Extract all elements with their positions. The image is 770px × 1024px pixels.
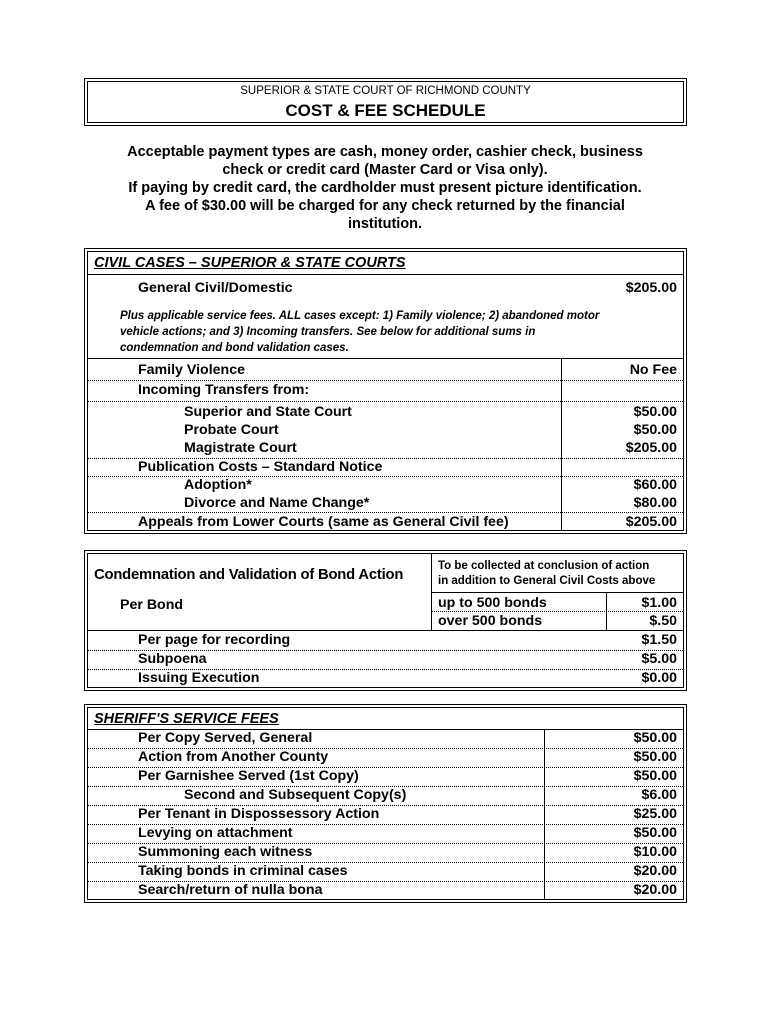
divider xyxy=(88,358,683,359)
fee-label: Levying on attachment xyxy=(138,825,293,841)
fee-amount: $60.00 xyxy=(633,477,677,493)
fee-amount: $205.00 xyxy=(625,514,677,530)
payment-info-line: check or credit card (Master Card or Visa only). xyxy=(222,162,548,178)
fee-label: Per Tenant in Dispossessory Action xyxy=(138,806,380,822)
fee-row xyxy=(88,361,683,380)
fee-amount: $0.00 xyxy=(641,670,677,686)
fee-label: Publication Costs – Standard Notice xyxy=(138,459,383,475)
fee-row xyxy=(88,421,683,440)
fee-amount: $80.00 xyxy=(633,495,677,511)
civil-note-line: condemnation and bond validation cases. xyxy=(120,342,349,354)
condemnation-note xyxy=(438,559,655,589)
civil-cases-section xyxy=(84,248,687,534)
fee-row xyxy=(88,824,683,843)
fee-label: Superior and State Court xyxy=(184,404,352,420)
fee-row xyxy=(88,458,683,477)
civil-note xyxy=(120,308,599,356)
civil-note-line: Plus applicable service fees. ALL cases except: 1) Family violence; 2) abandoned motor xyxy=(120,310,600,322)
fee-amount: $50.00 xyxy=(633,404,677,420)
fee-amount: $205.00 xyxy=(625,280,677,296)
divider xyxy=(431,592,683,593)
fee-label: Magistrate Court xyxy=(184,440,297,456)
divider xyxy=(88,274,683,275)
sheriff-fees-section xyxy=(84,704,687,903)
fee-row xyxy=(88,881,683,900)
fee-amount: $50.00 xyxy=(633,422,677,438)
fee-amount: $6.00 xyxy=(641,787,677,803)
fee-row xyxy=(88,381,683,400)
fee-row xyxy=(88,631,683,650)
fee-row xyxy=(88,843,683,862)
payment-info-line: If paying by credit card, the cardholder must present picture identification. xyxy=(128,180,642,196)
fee-amount: $20.00 xyxy=(633,882,677,898)
payment-info xyxy=(60,143,710,233)
fee-label: Second and Subsequent Copy(s) xyxy=(184,787,407,803)
civil-note-line: vehicle actions; and 3) Incoming transfers. See below for additional sums in xyxy=(120,326,536,338)
fee-row xyxy=(88,476,683,495)
fee-label: Summoning each witness xyxy=(138,844,313,860)
civil-cases-inner xyxy=(87,251,684,531)
fee-row xyxy=(88,494,683,513)
bond-label: up to 500 bonds xyxy=(438,595,547,611)
fee-amount: No Fee xyxy=(629,362,677,378)
condemnation-title: Condemnation and Validation of Bond Action xyxy=(94,567,404,583)
fee-amount: $10.00 xyxy=(633,844,677,860)
header-inner-box xyxy=(87,81,684,123)
bond-row xyxy=(88,612,683,631)
fee-amount: $205.00 xyxy=(625,440,677,456)
fee-row xyxy=(88,279,683,298)
court-name: SUPERIOR & STATE COURT OF RICHMOND COUNTY xyxy=(240,85,531,97)
page-title: COST & FEE SCHEDULE xyxy=(285,101,486,120)
civil-cases-title: CIVIL CASES – SUPERIOR & STATE COURTS xyxy=(94,255,406,271)
condemnation-inner xyxy=(87,553,684,688)
fee-amount: $1.50 xyxy=(641,632,677,648)
fee-label: Per page for recording xyxy=(138,632,291,648)
condemnation-note-line: in addition to General Civil Costs above xyxy=(438,575,656,587)
fee-row xyxy=(88,669,683,688)
bond-label: over 500 bonds xyxy=(438,613,543,629)
fee-amount: $5.00 xyxy=(641,651,677,667)
fee-label: Appeals from Lower Courts (same as General Civil fee) xyxy=(138,514,509,530)
sheriff-fees-title: SHERIFF'S SERVICE FEES xyxy=(94,711,279,727)
fee-label: Divorce and Name Change* xyxy=(184,495,370,511)
fee-label: Probate Court xyxy=(184,422,279,438)
fee-row xyxy=(88,767,683,786)
fee-label: Incoming Transfers from: xyxy=(138,382,310,398)
fee-label: Issuing Execution xyxy=(138,670,260,686)
fee-label: Search/return of nulla bona xyxy=(138,882,323,898)
divider xyxy=(88,401,683,402)
fee-row xyxy=(88,439,683,458)
fee-label: Subpoena xyxy=(138,651,207,667)
per-bond-label: Per Bond xyxy=(120,597,184,613)
sheriff-fees-inner xyxy=(87,707,684,900)
fee-row xyxy=(88,805,683,824)
fee-label: Per Garnishee Served (1st Copy) xyxy=(138,768,359,784)
header-box xyxy=(84,78,687,126)
fee-amount: $50.00 xyxy=(633,768,677,784)
fee-label: Action from Another County xyxy=(138,749,329,765)
fee-amount: $50.00 xyxy=(633,825,677,841)
fee-row xyxy=(88,786,683,805)
payment-info-line: institution. xyxy=(347,216,423,232)
fee-row xyxy=(88,729,683,748)
bond-amount: $.50 xyxy=(649,613,677,629)
fee-label: Adoption* xyxy=(184,477,252,493)
payment-info-line: Acceptable payment types are cash, money order, cashier check, business xyxy=(127,144,643,160)
fee-row xyxy=(88,650,683,669)
fee-row xyxy=(88,748,683,767)
fee-amount: $50.00 xyxy=(633,749,677,765)
bond-amount: $1.00 xyxy=(641,595,677,611)
fee-label: Taking bonds in criminal cases xyxy=(138,863,348,879)
fee-row xyxy=(88,862,683,881)
fee-label: Per Copy Served, General xyxy=(138,730,313,746)
fee-amount: $25.00 xyxy=(633,806,677,822)
fee-row xyxy=(88,513,683,532)
condemnation-section xyxy=(84,550,687,691)
fee-label: Family Violence xyxy=(138,362,245,378)
fee-label: General Civil/Domestic xyxy=(138,280,293,296)
fee-amount: $50.00 xyxy=(633,730,677,746)
payment-info-line: A fee of $30.00 will be charged for any check returned by the financial xyxy=(145,198,625,214)
fee-amount: $20.00 xyxy=(633,863,677,879)
condemnation-note-line: To be collected at conclusion of action xyxy=(438,560,650,572)
fee-row xyxy=(88,403,683,422)
